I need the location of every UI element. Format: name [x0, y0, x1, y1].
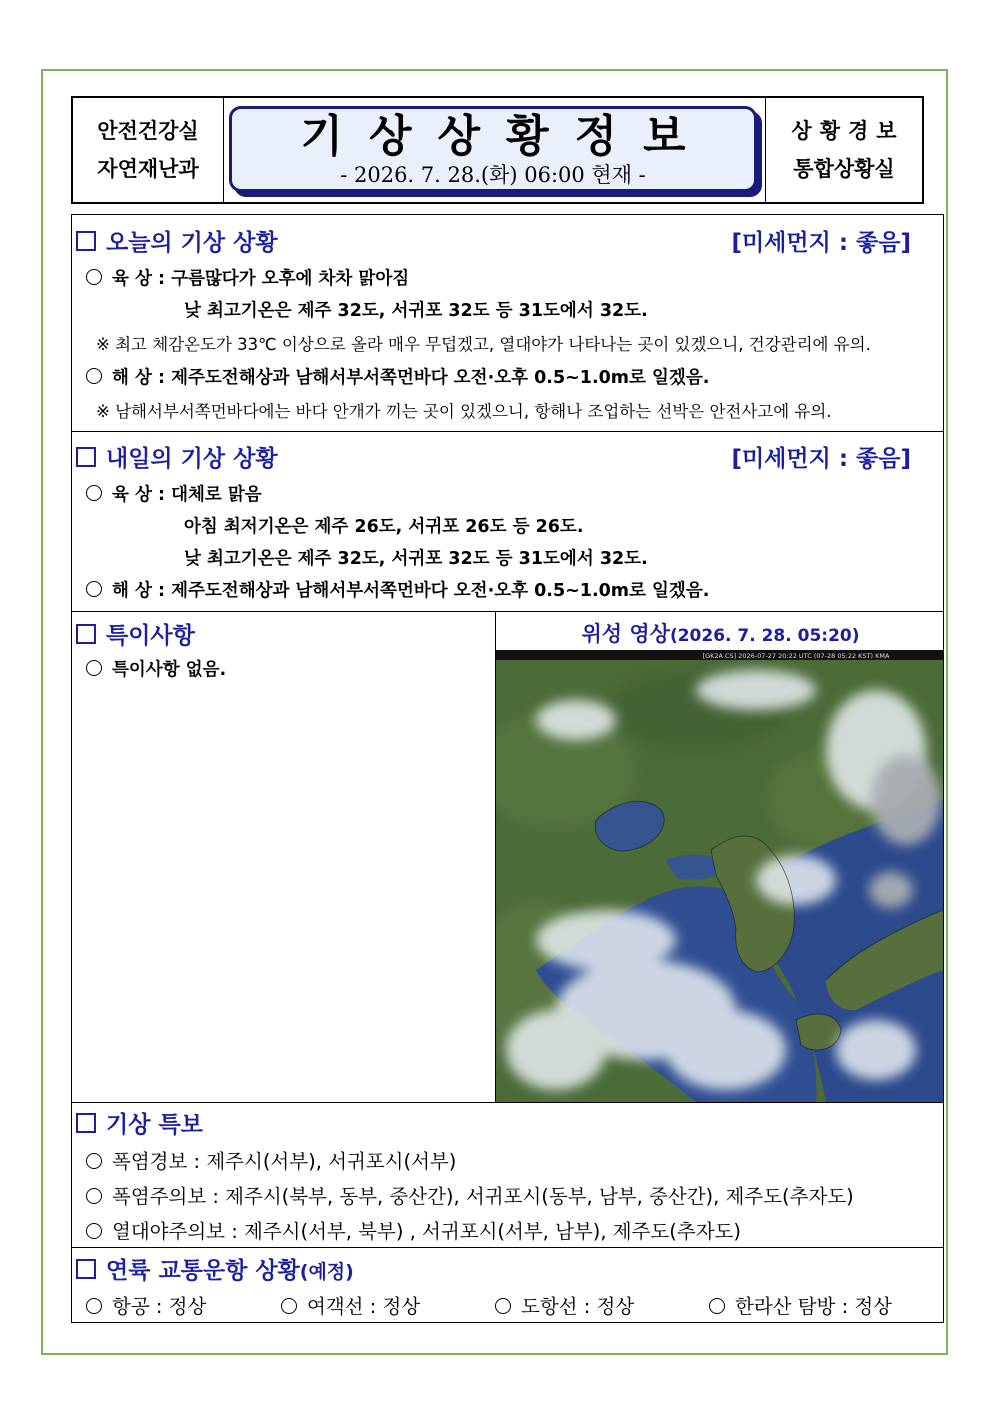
situation-line-1: 상황경보	[791, 119, 905, 143]
circle-bullet-icon	[86, 1298, 102, 1314]
today-dust-status: [미세먼지 : 좋음]	[731, 230, 911, 256]
satellite-caption: [GK2A CS] 2026-07-27 20:22 UTC (07-28 05:22 KST) KMA	[702, 652, 890, 660]
circle-bullet-icon	[281, 1298, 297, 1314]
today-sea: 해 상 : 제주도전해상과 남해서부서쪽먼바다 오전·오후 0.5~1.0m로 일겠음.	[86, 364, 709, 389]
warning-item: 폭염경보 : 제주시(서부), 서귀포시(서부)	[86, 1146, 456, 1174]
circle-bullet-icon	[86, 485, 102, 501]
divider	[72, 431, 943, 432]
checkbox-icon	[76, 231, 96, 251]
checkbox-icon	[76, 1113, 96, 1133]
divider	[72, 1247, 943, 1248]
divider	[72, 1102, 943, 1103]
tomorrow-sea: 해 상 : 제주도전해상과 남해서부서쪽먼바다 오전·오후 0.5~1.0m로 일겠음.	[86, 577, 709, 602]
circle-bullet-icon	[495, 1298, 511, 1314]
traffic-item-ferry: 여객선 : 정상	[281, 1291, 420, 1319]
circle-bullet-icon	[86, 1188, 102, 1204]
tomorrow-section-title: 내일의 기상 상황	[76, 440, 278, 473]
today-note-fog: ※ 남해서부서쪽먼바다에는 바다 안개가 끼는 곳이 있겠으니, 항해나 조업하는 선박은 안전사고에 유의.	[96, 402, 832, 421]
circle-bullet-icon	[86, 368, 102, 384]
today-section-title: 오늘의 기상 상황	[76, 224, 278, 257]
today-land-temp: 낮 최고기온은 제주 32도, 서귀포 32도 등 31도에서 32도.	[184, 301, 648, 321]
traffic-item-air: 항공 : 정상	[86, 1291, 206, 1319]
warning-item: 폭염주의보 : 제주시(북부, 동부, 중산간), 서귀포시(동부, 남부, 중산간), 제주도(추자도)	[86, 1181, 854, 1209]
situation-room	[765, 98, 922, 202]
report-header	[71, 96, 924, 204]
checkbox-icon	[76, 624, 96, 644]
satellite-image	[496, 650, 943, 1102]
situation-line-2: 통합상황실	[793, 157, 895, 181]
report-table	[71, 214, 944, 1323]
divider	[72, 611, 943, 612]
warning-item: 열대야주의보 : 제주시(서부, 북부) , 서귀포시(서부, 남부), 제주도(추자도)	[86, 1216, 741, 1244]
title-box	[229, 106, 757, 192]
circle-bullet-icon	[86, 269, 102, 285]
issuing-department	[73, 98, 224, 202]
tomorrow-min-temp: 아침 최저기온은 제주 26도, 서귀포 26도 등 26도.	[184, 517, 584, 537]
page-title: 기상상황정보	[300, 111, 712, 162]
department-line-1: 안전건강실	[97, 119, 199, 143]
circle-bullet-icon	[86, 1223, 102, 1239]
today-land: 육 상 : 구름많다가 오후에 차차 맑아짐	[86, 265, 409, 290]
traffic-item-island-ferry: 도항선 : 정상	[495, 1291, 634, 1319]
circle-bullet-icon	[86, 581, 102, 597]
department-line-2: 자연재난과	[97, 157, 199, 181]
today-note-heat: ※ 최고 체감온도가 33℃ 이상으로 올라 매우 무덥겠고, 열대야가 나타나는 곳이 있겠으니, 건강관리에 유의.	[96, 335, 871, 354]
traffic-item-hallasan: 한라산 탐방 : 정상	[709, 1291, 892, 1319]
traffic-section-title: 연륙 교통운항 상황(예정)	[76, 1252, 354, 1285]
special-section-title: 특이사항	[76, 617, 195, 650]
satellite-title: 위성 영상(2026. 7. 28. 05:20)	[581, 622, 860, 646]
circle-bullet-icon	[86, 1153, 102, 1169]
checkbox-icon	[76, 447, 96, 467]
tomorrow-land: 육 상 : 대체로 맑음	[86, 481, 262, 506]
special-text: 특이사항 없음.	[86, 656, 226, 681]
tomorrow-dust-status: [미세먼지 : 좋음]	[731, 446, 911, 472]
circle-bullet-icon	[709, 1298, 725, 1314]
report-date: - 2026. 7. 28.(화) 06:00 현재 -	[340, 163, 646, 187]
tomorrow-max-temp: 낮 최고기온은 제주 32도, 서귀포 32도 등 31도에서 32도.	[184, 549, 648, 569]
checkbox-icon	[76, 1259, 96, 1279]
circle-bullet-icon	[86, 660, 102, 676]
warnings-section-title: 기상 특보	[76, 1106, 203, 1139]
